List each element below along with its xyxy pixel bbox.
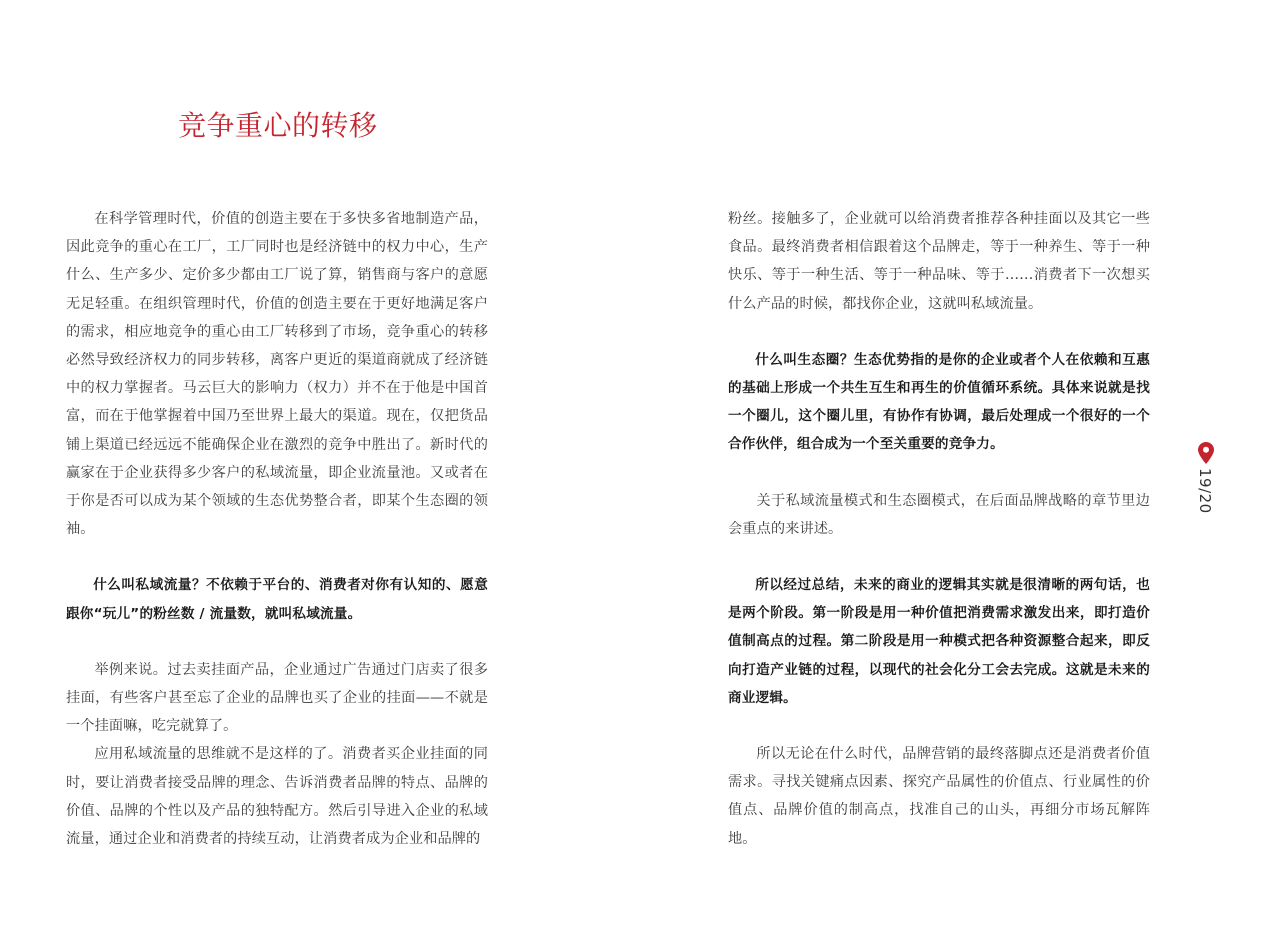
paragraph-gap <box>728 459 1150 487</box>
paragraph-gap <box>728 318 1150 346</box>
right-column <box>728 205 1150 853</box>
paragraph-private-traffic-definition: 什么叫私域流量？不依赖于平台的、消费者对你有认知的、愿意跟你“玩儿”的粉丝数 / 流量数，就叫私域流量。 <box>66 577 488 622</box>
paragraph-later-chapters: 关于私域流量模式和生态圈模式，在后面品牌战略的章节里边会重点的来讲述。 <box>728 492 1150 537</box>
paragraph-gap <box>728 543 1150 571</box>
page-title: 竞争重心的转移 <box>178 109 378 142</box>
paragraph-private-traffic-thinking: 应用私域流量的思维就不是这样的了。消费者买企业挂面的同时，要让消费者接受品牌的理念、告诉消费者品牌的特点、品牌的价值、品牌的个性以及产品的独特配方。然后引导进入企业的私域流量，通过企业和消费者的持续互动，让消费者成为企业和品牌的 <box>66 746 488 848</box>
paragraph-fans-continuation: 粉丝。接触多了，企业就可以给消费者推荐各种挂面以及其它一些食品。最终消费者相信跟着这个品牌走，等于一种养生、等于一种快乐、等于一种生活、等于一种品味、等于……消费者下一次想买什么产品的时候，都找你企业，这就叫私域流量。 <box>728 211 1150 312</box>
paragraph-business-logic-summary: 所以经过总结，未来的商业的逻辑其实就是很清晰的两句话，也是两个阶段。第一阶段是用一种价值把消费需求激发出来，即打造价值制高点的过程。第二阶段是用一种模式把各种资源整合起来，即反向打造产业链的过程，以现代的社会化分工会去完成。这就是未来的商业逻辑。 <box>728 577 1150 706</box>
paragraph-gap <box>66 628 488 656</box>
paragraph-ecosystem-definition: 什么叫生态圈？生态优势指的是你的企业或者个人在依赖和互惠的基础上形成一个共生互生和再生的价值循环系统。具体来说就是找一个圈儿，这个圈儿里，有协作有协调，最后处理成一个很好的一个合作伙伴，组合成为一个至关重要的竞争力。 <box>728 351 1150 453</box>
paragraph-scientific-management: 在科学管理时代，价值的创造主要在于多快多省地制造产品，因此竞争的重心在工厂，工厂同时也是经济链中的权力中心，生产什么、生产多少、定价多少都由工厂说了算，销售商与客户的意愿无足轻重。在组织管理时代，价值的创造主要在于更好地满足客户的需求，相应地竞争的重心由工厂转移到了市场，竞争重心的转移必然导致经济权力的同步转移，离客户更近的渠道商就成了经济链中的权力掌握者。马云巨大的影响力（权力）并不在于他是中国首富，而在于他掌握着中国乃至世界上最大的渠道。现在，仅把货品铺上渠道已经远远不能确保企业在激烈的竞争中胜出了。新时代的赢家在于企业获得多少客户的私域流量，即企业流量池。又或者在于你是否可以成为某个领域的生态优势整合者，即某个生态圈的领袖。 <box>66 211 488 538</box>
left-column <box>66 205 488 853</box>
paragraph-gap <box>728 712 1150 740</box>
map-pin-icon <box>1198 442 1214 464</box>
paragraph-gap <box>66 543 488 571</box>
paragraph-noodle-example: 举例来说。过去卖挂面产品，企业通过广告通过门店卖了很多挂面，有些客户甚至忘了企业的品牌也买了企业的挂面——不就是一个挂面嘛，吃完就算了。 <box>66 661 488 735</box>
page-indicator <box>1194 440 1218 520</box>
paragraph-consumer-value-conclusion: 所以无论在什么时代，品牌营销的最终落脚点还是消费者价值需求。寻找关键痛点因素、探究产品属性的价值点、行业属性的价值点、品牌价值的制高点，找准自己的山头，再细分市场瓦解阵地。 <box>728 746 1150 847</box>
page-number: 19/20 <box>1196 468 1214 514</box>
